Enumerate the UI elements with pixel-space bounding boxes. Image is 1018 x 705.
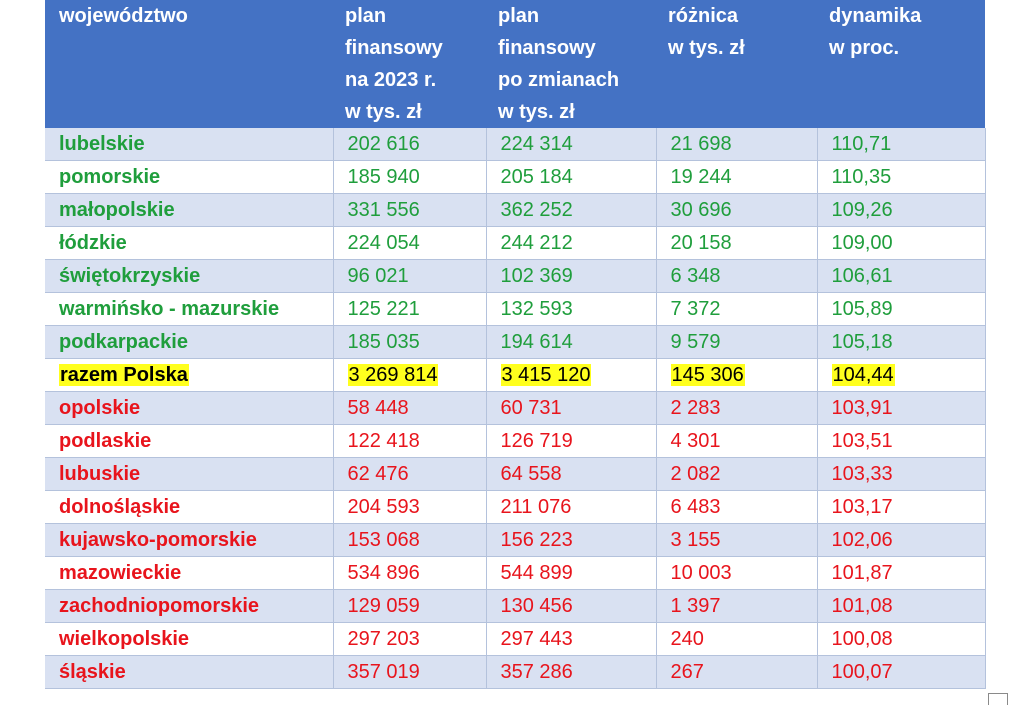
dynamics-cell: [817, 326, 985, 359]
cell-text: 7 372: [670, 298, 721, 320]
cell-text: 6 348: [670, 265, 721, 287]
plan-after-changes-cell: [486, 557, 656, 590]
cell-text: wielkopolskie: [59, 628, 190, 650]
table-row: [45, 458, 985, 491]
difference-cell: [656, 590, 817, 623]
header-line: plan: [498, 5, 540, 27]
cell-text: 100,08: [831, 628, 893, 650]
cell-text: 3 415 120: [501, 364, 591, 386]
cell-text: 205 184: [500, 166, 573, 188]
table-row: [45, 194, 985, 227]
data-table: [45, 0, 986, 689]
region-name-cell: [45, 128, 333, 161]
plan-after-changes-cell: [486, 326, 656, 359]
plan-2023-cell: [333, 623, 486, 656]
dynamics-cell: [817, 623, 985, 656]
difference-cell: [656, 557, 817, 590]
cell-text: świętokrzyskie: [59, 265, 201, 287]
plan-2023-cell: [333, 392, 486, 425]
cell-text: 64 558: [500, 463, 562, 485]
cell-text: 109,00: [831, 232, 893, 254]
cell-text: opolskie: [59, 397, 141, 419]
header-row: [45, 0, 985, 128]
cell-text: 297 203: [347, 628, 420, 650]
plan-2023-cell: [333, 656, 486, 689]
cell-text: 185 035: [347, 331, 420, 353]
table-row: [45, 128, 985, 161]
cell-text: podkarpackie: [59, 331, 188, 353]
cell-text: 267: [670, 661, 704, 683]
difference-cell: [656, 194, 817, 227]
region-name-cell: [45, 194, 333, 227]
cell-text: razem Polska: [60, 364, 188, 386]
cell-text: 109,26: [831, 199, 893, 221]
header-line: finansowy: [498, 37, 596, 59]
cell-text: 224 314: [500, 133, 573, 155]
table-row: [45, 623, 985, 656]
plan-2023-cell: [333, 590, 486, 623]
cell-text: 357 019: [347, 661, 420, 683]
header-line: dynamika: [829, 5, 922, 27]
header-line: różnica: [668, 5, 739, 27]
cell-text: 20 158: [670, 232, 732, 254]
plan-after-changes-cell: [486, 260, 656, 293]
table-row: [45, 524, 985, 557]
dynamics-cell: [817, 293, 985, 326]
region-name-cell: [45, 425, 333, 458]
cell-text: lubuskie: [59, 463, 141, 485]
dynamics-cell: [817, 425, 985, 458]
header-line: województwo: [59, 5, 188, 27]
table-row: [45, 161, 985, 194]
cell-text: 132 593: [500, 298, 573, 320]
dynamics-cell: [817, 359, 985, 392]
plan-2023-cell: [333, 491, 486, 524]
cell-text: 357 286: [500, 661, 573, 683]
cell-text: 110,35: [831, 166, 892, 188]
cell-text: 62 476: [347, 463, 409, 485]
cell-text: 96 021: [347, 265, 409, 287]
table-row: [45, 656, 985, 689]
cell-text: 105,89: [831, 298, 893, 320]
plan-after-changes-cell: [486, 392, 656, 425]
cell-text: małopolskie: [59, 199, 175, 221]
cell-text: dolnośląskie: [59, 496, 181, 518]
plan-after-changes-cell: [486, 293, 656, 326]
cell-text: 9 579: [670, 331, 721, 353]
header-plan-po-zmianach: [486, 0, 656, 128]
difference-cell: [656, 425, 817, 458]
cell-text: 60 731: [500, 397, 562, 419]
table-row: [45, 425, 985, 458]
cell-text: 10 003: [670, 562, 732, 584]
cell-text: zachodniopomorskie: [59, 595, 260, 617]
cell-text: 534 896: [347, 562, 420, 584]
cell-text: 240: [670, 628, 704, 650]
cell-text: 125 221: [347, 298, 420, 320]
cell-text: 544 899: [500, 562, 573, 584]
dynamics-cell: [817, 161, 985, 194]
table-row: [45, 326, 985, 359]
cell-text: 105,18: [831, 331, 893, 353]
plan-2023-cell: [333, 326, 486, 359]
plan-after-changes-cell: [486, 458, 656, 491]
cell-text: kujawsko-pomorskie: [59, 529, 257, 551]
cell-text: 3 155: [670, 529, 721, 551]
plan-2023-cell: [333, 194, 486, 227]
cell-text: mazowieckie: [59, 562, 182, 584]
cell-text: 224 054: [347, 232, 420, 254]
cell-text: 362 252: [500, 199, 573, 221]
cell-text: 19 244: [670, 166, 732, 188]
table-row: [45, 491, 985, 524]
cell-text: 129 059: [347, 595, 420, 617]
difference-cell: [656, 656, 817, 689]
difference-cell: [656, 491, 817, 524]
cell-text: 331 556: [347, 199, 420, 221]
dynamics-cell: [817, 458, 985, 491]
plan-2023-cell: [333, 359, 486, 392]
cell-text: 101,87: [831, 562, 893, 584]
difference-cell: [656, 260, 817, 293]
plan-after-changes-cell: [486, 194, 656, 227]
cell-text: 101,08: [831, 595, 893, 617]
plan-2023-cell: [333, 260, 486, 293]
dynamics-cell: [817, 524, 985, 557]
plan-2023-cell: [333, 524, 486, 557]
difference-cell: [656, 392, 817, 425]
plan-after-changes-cell: [486, 524, 656, 557]
plan-2023-cell: [333, 425, 486, 458]
cell-text: łódzkie: [59, 232, 127, 254]
dynamics-cell: [817, 128, 985, 161]
cell-text: podlaskie: [59, 430, 152, 452]
region-name-cell: [45, 458, 333, 491]
cell-text: śląskie: [59, 661, 126, 683]
dynamics-cell: [817, 194, 985, 227]
table-row: [45, 359, 985, 392]
cell-text: 297 443: [500, 628, 573, 650]
table-row: [45, 293, 985, 326]
plan-after-changes-cell: [486, 359, 656, 392]
region-name-cell: [45, 326, 333, 359]
plan-after-changes-cell: [486, 491, 656, 524]
cell-text: 58 448: [347, 397, 409, 419]
dynamics-cell: [817, 656, 985, 689]
plan-after-changes-cell: [486, 128, 656, 161]
header-line: w tys. zł: [498, 101, 575, 123]
cell-text: 185 940: [347, 166, 420, 188]
plan-after-changes-cell: [486, 656, 656, 689]
region-name-cell: [45, 260, 333, 293]
cell-text: 106,61: [831, 265, 893, 287]
cell-text: 103,91: [831, 397, 893, 419]
dynamics-cell: [817, 227, 985, 260]
cell-text: 2 283: [670, 397, 721, 419]
header-line: na 2023 r.: [345, 69, 437, 91]
cell-text: 244 212: [500, 232, 573, 254]
dynamics-cell: [817, 557, 985, 590]
dynamics-cell: [817, 491, 985, 524]
cell-text: 194 614: [500, 331, 573, 353]
table-resize-handle[interactable]: [988, 693, 1008, 705]
cell-text: 211 076: [500, 496, 572, 518]
table-row: [45, 260, 985, 293]
cell-text: 126 719: [500, 430, 573, 452]
cell-text: 4 301: [670, 430, 721, 452]
cell-text: 102,06: [831, 529, 893, 551]
difference-cell: [656, 458, 817, 491]
cell-text: 153 068: [347, 529, 420, 551]
cell-text: 103,51: [831, 430, 893, 452]
region-name-cell: [45, 161, 333, 194]
cell-text: warmińsko - mazurskie: [59, 298, 280, 320]
difference-cell: [656, 161, 817, 194]
plan-2023-cell: [333, 557, 486, 590]
header-line: w tys. zł: [668, 37, 745, 59]
cell-text: 110,71: [831, 133, 892, 155]
plan-after-changes-cell: [486, 623, 656, 656]
plan-2023-cell: [333, 227, 486, 260]
cell-text: 202 616: [347, 133, 420, 155]
cell-text: 30 696: [670, 199, 732, 221]
cell-text: 2 082: [670, 463, 721, 485]
table-body: [45, 128, 985, 689]
cell-text: 130 456: [500, 595, 573, 617]
plan-2023-cell: [333, 293, 486, 326]
header-line: plan: [345, 5, 387, 27]
header-plan-2023: [333, 0, 486, 128]
table-row: [45, 590, 985, 623]
header-dynamika: [817, 0, 985, 128]
cell-text: 3 269 814: [348, 364, 438, 386]
region-name-cell: [45, 524, 333, 557]
difference-cell: [656, 326, 817, 359]
region-name-cell: [45, 656, 333, 689]
difference-cell: [656, 128, 817, 161]
header-line: finansowy: [345, 37, 443, 59]
plan-2023-cell: [333, 458, 486, 491]
table-row: [45, 392, 985, 425]
difference-cell: [656, 227, 817, 260]
header-line: po zmianach: [498, 69, 620, 91]
region-name-cell: [45, 359, 333, 392]
cell-text: pomorskie: [59, 166, 161, 188]
plan-after-changes-cell: [486, 227, 656, 260]
cell-text: lubelskie: [59, 133, 145, 155]
cell-text: 122 418: [347, 430, 420, 452]
difference-cell: [656, 524, 817, 557]
region-name-cell: [45, 491, 333, 524]
dynamics-cell: [817, 590, 985, 623]
cell-text: 1 397: [670, 595, 721, 617]
cell-text: 204 593: [347, 496, 420, 518]
header-line: w proc.: [829, 37, 900, 59]
plan-2023-cell: [333, 161, 486, 194]
plan-after-changes-cell: [486, 425, 656, 458]
cell-text: 104,44: [832, 364, 894, 386]
difference-cell: [656, 623, 817, 656]
difference-cell: [656, 359, 817, 392]
dynamics-cell: [817, 392, 985, 425]
region-name-cell: [45, 557, 333, 590]
plan-after-changes-cell: [486, 161, 656, 194]
region-name-cell: [45, 293, 333, 326]
dynamics-cell: [817, 260, 985, 293]
region-name-cell: [45, 623, 333, 656]
cell-text: 100,07: [831, 661, 893, 683]
cell-text: 21 698: [670, 133, 732, 155]
cell-text: 6 483: [670, 496, 721, 518]
region-name-cell: [45, 590, 333, 623]
cell-text: 103,17: [831, 496, 893, 518]
difference-cell: [656, 293, 817, 326]
table-row: [45, 227, 985, 260]
cell-text: 145 306: [671, 364, 744, 386]
cell-text: 156 223: [500, 529, 573, 551]
region-name-cell: [45, 392, 333, 425]
header-roznica: [656, 0, 817, 128]
header-line: w tys. zł: [345, 101, 422, 123]
plan-after-changes-cell: [486, 590, 656, 623]
cell-text: 102 369: [500, 265, 573, 287]
cell-text: 103,33: [831, 463, 893, 485]
region-name-cell: [45, 227, 333, 260]
plan-2023-cell: [333, 128, 486, 161]
header-wojewodztwo: [45, 0, 333, 128]
table-row: [45, 557, 985, 590]
